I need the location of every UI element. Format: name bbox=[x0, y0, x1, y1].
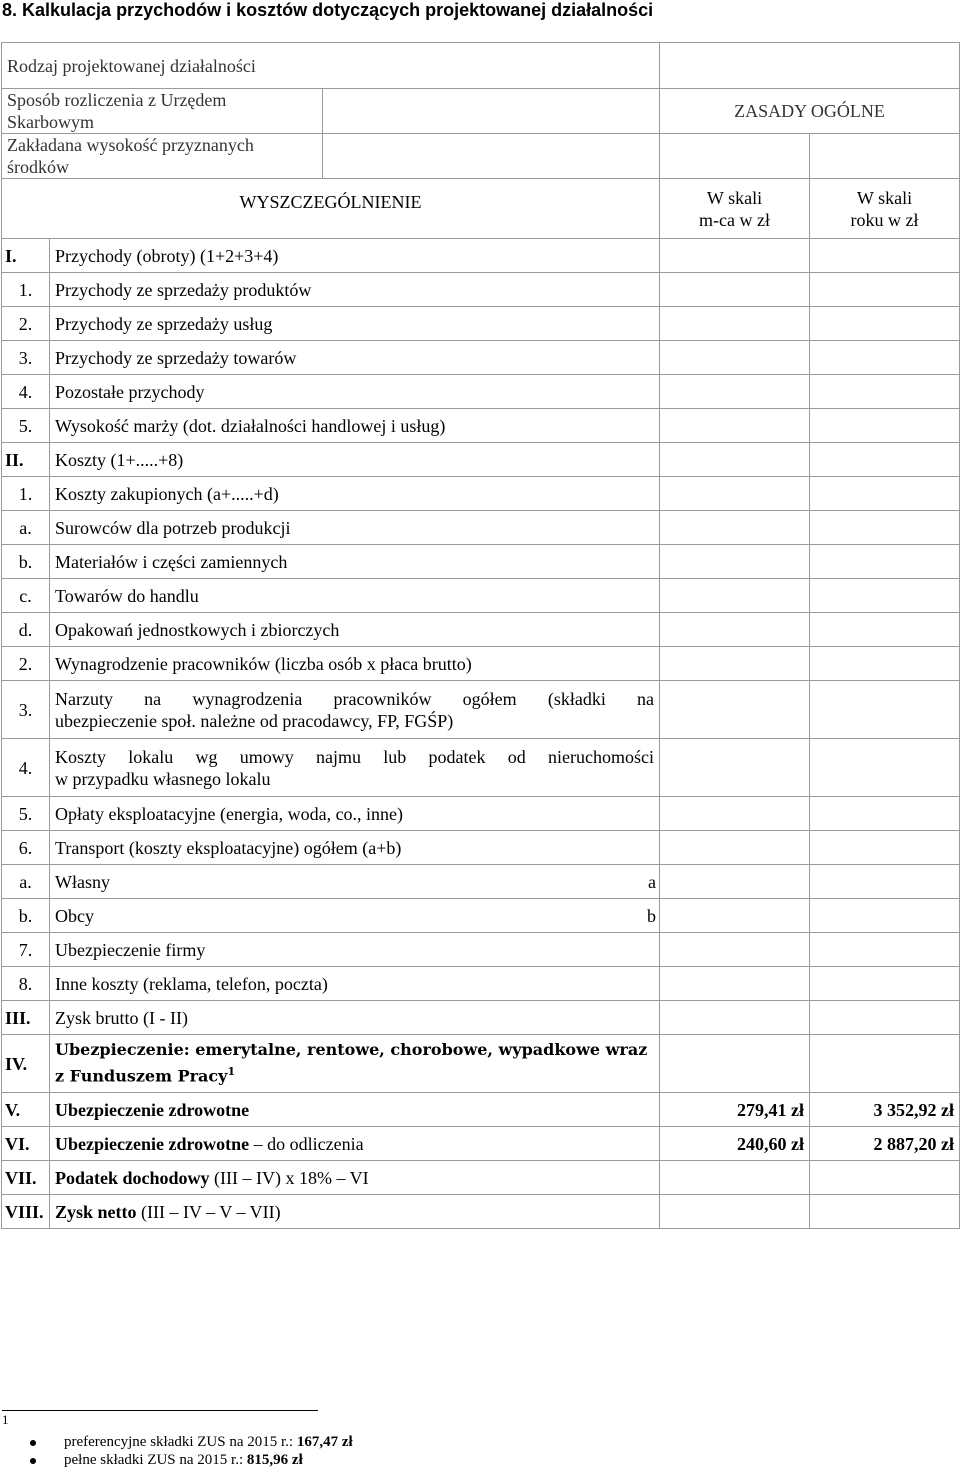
row-label bbox=[50, 1161, 660, 1195]
table-row bbox=[2, 1161, 960, 1195]
row-label bbox=[50, 899, 660, 933]
row-number: III. bbox=[2, 1001, 50, 1035]
row-month-value[interactable] bbox=[660, 341, 810, 375]
row-label: Towarów do handlu bbox=[50, 579, 660, 613]
row-month-value[interactable] bbox=[660, 443, 810, 477]
calculation-table bbox=[1, 42, 960, 1229]
row-month-value[interactable] bbox=[660, 1195, 810, 1229]
row-number: c. bbox=[2, 579, 50, 613]
row-month-value[interactable] bbox=[660, 831, 810, 865]
footnote-mark: 1 bbox=[2, 1412, 9, 1427]
row-month-value[interactable] bbox=[660, 865, 810, 899]
row-month-value[interactable] bbox=[660, 545, 810, 579]
row-label-line2 bbox=[55, 1061, 654, 1087]
row-month-value: 279,41 zł bbox=[660, 1093, 810, 1127]
row-year-value[interactable] bbox=[810, 1035, 960, 1093]
row-number: 2. bbox=[2, 307, 50, 341]
meta-row-activity bbox=[2, 43, 960, 89]
row-number: d. bbox=[2, 613, 50, 647]
table-row bbox=[2, 613, 960, 647]
row-month-value[interactable] bbox=[660, 797, 810, 831]
row-label bbox=[50, 681, 660, 739]
row-label-line2: ubezpieczenie społ. należne od pracodawcy, FP, FGŚP) bbox=[55, 710, 454, 731]
page-heading: 8. Kalkulacja przychodów i kosztów dotyczących projektowanej działalności bbox=[2, 0, 654, 20]
meta-tax-value[interactable] bbox=[323, 89, 660, 134]
row-label: Koszty (1+.....+8) bbox=[50, 443, 660, 477]
row-month-value[interactable] bbox=[660, 307, 810, 341]
row-label: Inne koszty (reklama, telefon, poczta) bbox=[50, 967, 660, 1001]
row-month-value[interactable] bbox=[660, 511, 810, 545]
table-row bbox=[2, 579, 960, 613]
table-row bbox=[2, 409, 960, 443]
table-row bbox=[2, 307, 960, 341]
table-row bbox=[2, 341, 960, 375]
row-number: b. bbox=[2, 899, 50, 933]
table-row bbox=[2, 375, 960, 409]
row-number: 3. bbox=[2, 681, 50, 739]
row-label-main: Własny bbox=[55, 871, 110, 892]
table-row bbox=[2, 831, 960, 865]
row-number: VII. bbox=[2, 1161, 50, 1195]
row-label bbox=[50, 865, 660, 899]
row-number: II. bbox=[2, 443, 50, 477]
row-number: VI. bbox=[2, 1127, 50, 1161]
row-number: 8. bbox=[2, 967, 50, 1001]
row-year-value[interactable] bbox=[810, 865, 960, 899]
table-row bbox=[2, 273, 960, 307]
row-month-value[interactable] bbox=[660, 1001, 810, 1035]
meta-tax-label: Sposób rozliczenia z Urzędem Skarbowym bbox=[2, 89, 323, 134]
col-year-header bbox=[810, 179, 960, 239]
col-year-line2: roku w zł bbox=[850, 209, 919, 230]
row-year-value[interactable] bbox=[810, 933, 960, 967]
row-month-value[interactable] bbox=[660, 477, 810, 511]
row-year-value[interactable] bbox=[810, 307, 960, 341]
table-row bbox=[2, 865, 960, 899]
row-label: Wynagrodzenie pracowników (liczba osób x płaca brutto) bbox=[50, 647, 660, 681]
table-row bbox=[2, 1195, 960, 1229]
row-label: Ubezpieczenie firmy bbox=[50, 933, 660, 967]
row-year-value[interactable] bbox=[810, 477, 960, 511]
row-number: 1. bbox=[2, 477, 50, 511]
row-label-main: Podatek dochodowy bbox=[55, 1167, 210, 1188]
row-month-value[interactable] bbox=[660, 899, 810, 933]
footnote-text: preferencyjne składki ZUS na 2015 r.: bbox=[64, 1434, 297, 1450]
row-label-main: Zysk netto bbox=[55, 1201, 137, 1222]
row-month-value[interactable] bbox=[660, 967, 810, 1001]
row-label-line1: Koszty lokalu wg umowy najmu lub podatek od nieruchomości bbox=[55, 746, 654, 767]
wyszczegolnienie-header: WYSZCZEGÓLNIENIE bbox=[2, 179, 660, 239]
row-label: Pozostałe przychody bbox=[50, 375, 660, 409]
row-label: Transport (koszty eksploatacyjne) ogółem (a+b) bbox=[50, 831, 660, 865]
row-month-value[interactable] bbox=[660, 1035, 810, 1093]
row-label: Opakowań jednostkowych i zbiorczych bbox=[50, 613, 660, 647]
row-label: Przychody ze sprzedaży produktów bbox=[50, 273, 660, 307]
row-year-value[interactable] bbox=[810, 273, 960, 307]
row-number: 4. bbox=[2, 375, 50, 409]
table-row bbox=[2, 797, 960, 831]
row-number: 1. bbox=[2, 273, 50, 307]
row-label-suffix: (III – IV – V – VII) bbox=[136, 1201, 281, 1222]
table-row bbox=[2, 443, 960, 477]
table-row bbox=[2, 239, 960, 273]
table-row bbox=[2, 681, 960, 739]
table-row bbox=[2, 933, 960, 967]
row-number: 3. bbox=[2, 341, 50, 375]
row-ab-marker: a bbox=[648, 871, 656, 892]
row-year-value[interactable] bbox=[810, 739, 960, 797]
col-month-line1: W skali bbox=[706, 187, 763, 208]
table-row bbox=[2, 967, 960, 1001]
row-number: IV. bbox=[2, 1035, 50, 1093]
row-label: Materiałów i części zamiennych bbox=[50, 545, 660, 579]
meta-funds-value[interactable] bbox=[323, 134, 660, 179]
row-label bbox=[50, 1195, 660, 1229]
footnote-value: 167,47 zł bbox=[296, 1434, 353, 1450]
row-label bbox=[50, 1127, 660, 1161]
meta-activity-label: Rodzaj projektowanej działalności bbox=[2, 43, 660, 89]
row-number: VIII. bbox=[2, 1195, 50, 1229]
footnote-text: pełne składki ZUS na 2015 r.: bbox=[64, 1452, 247, 1468]
footnote-item bbox=[30, 1434, 353, 1451]
table-row bbox=[2, 511, 960, 545]
row-year-value[interactable] bbox=[810, 239, 960, 273]
table-row bbox=[2, 739, 960, 797]
row-number: 7. bbox=[2, 933, 50, 967]
row-label bbox=[50, 1035, 660, 1093]
row-year-value: 3 352,92 zł bbox=[810, 1093, 960, 1127]
table-row bbox=[2, 1001, 960, 1035]
row-number: I. bbox=[2, 239, 50, 273]
row-number: 2. bbox=[2, 647, 50, 681]
row-month-value[interactable] bbox=[660, 647, 810, 681]
row-year-value[interactable] bbox=[810, 1161, 960, 1195]
meta-funds-month[interactable] bbox=[660, 134, 810, 179]
row-label bbox=[50, 739, 660, 797]
row-number: 6. bbox=[2, 831, 50, 865]
row-ab-marker: b bbox=[647, 905, 656, 926]
row-month-value: 240,60 zł bbox=[660, 1127, 810, 1161]
row-label-suffix: – do odliczenia bbox=[249, 1133, 364, 1154]
table-row bbox=[2, 1093, 960, 1127]
row-year-value[interactable] bbox=[810, 899, 960, 933]
row-label bbox=[50, 239, 660, 273]
table-row bbox=[2, 647, 960, 681]
row-number: a. bbox=[2, 511, 50, 545]
header-row bbox=[2, 179, 960, 239]
zasady-ogolne-header: ZASADY OGÓLNE bbox=[660, 89, 960, 134]
row-label-main: Przychody (obroty) bbox=[55, 245, 196, 266]
row-label-main: Obcy bbox=[55, 905, 94, 926]
bullet-icon bbox=[30, 1458, 36, 1464]
meta-activity-value[interactable] bbox=[660, 43, 960, 89]
row-label-line1: Ubezpieczenie: emerytalne, rentowe, chorobowe, wypadkowe wraz bbox=[55, 1040, 648, 1060]
row-label: Surowców dla potrzeb produkcji bbox=[50, 511, 660, 545]
footnote-value: 815,96 zł bbox=[246, 1452, 303, 1468]
row-year-value[interactable] bbox=[810, 409, 960, 443]
row-label-line1: Narzuty na wynagrodzenia pracowników ogółem (składki na bbox=[55, 688, 654, 709]
row-year-value[interactable] bbox=[810, 681, 960, 739]
footnote-item bbox=[30, 1452, 303, 1469]
col-month-line2: m-ca w zł bbox=[699, 209, 770, 230]
row-year-value: 2 887,20 zł bbox=[810, 1127, 960, 1161]
row-month-value[interactable] bbox=[660, 1161, 810, 1195]
row-year-value[interactable] bbox=[810, 545, 960, 579]
row-year-value[interactable] bbox=[810, 967, 960, 1001]
row-year-value[interactable] bbox=[810, 511, 960, 545]
row-year-value[interactable] bbox=[810, 1001, 960, 1035]
row-number: 5. bbox=[2, 797, 50, 831]
row-label-main: Ubezpieczenie zdrowotne bbox=[55, 1133, 250, 1154]
row-month-value[interactable] bbox=[660, 409, 810, 443]
row-year-value[interactable] bbox=[810, 797, 960, 831]
row-year-value[interactable] bbox=[810, 613, 960, 647]
meta-funds-label: Zakładana wysokość przyznanych środków bbox=[2, 134, 323, 179]
meta-funds-year[interactable] bbox=[810, 134, 960, 179]
row-label-line2-text: z Funduszem Pracy bbox=[55, 1066, 228, 1086]
col-year-line1: W skali bbox=[856, 187, 913, 208]
row-year-value[interactable] bbox=[810, 647, 960, 681]
row-month-value[interactable] bbox=[660, 933, 810, 967]
row-year-value[interactable] bbox=[810, 443, 960, 477]
row-number: b. bbox=[2, 545, 50, 579]
table-row bbox=[2, 1127, 960, 1161]
row-label: Zysk brutto (I - II) bbox=[50, 1001, 660, 1035]
row-label: Wysokość marży (dot. działalności handlowej i usług) bbox=[50, 409, 660, 443]
footnote-ref: 1 bbox=[227, 1065, 236, 1079]
row-year-value[interactable] bbox=[810, 579, 960, 613]
meta-row-tax bbox=[2, 89, 960, 134]
row-year-value[interactable] bbox=[810, 341, 960, 375]
row-label-line2: w przypadku własnego lokalu bbox=[55, 768, 271, 789]
row-label: Ubezpieczenie zdrowotne bbox=[50, 1093, 660, 1127]
table-row bbox=[2, 477, 960, 511]
bullet-icon bbox=[30, 1440, 36, 1446]
row-label: Koszty zakupionych (a+.....+d) bbox=[50, 477, 660, 511]
table-row bbox=[2, 899, 960, 933]
row-number: V. bbox=[2, 1093, 50, 1127]
row-number: 5. bbox=[2, 409, 50, 443]
table-row bbox=[2, 545, 960, 579]
row-month-value[interactable] bbox=[660, 273, 810, 307]
row-label-suffix: (1+2+3+4) bbox=[195, 245, 279, 266]
table-row bbox=[2, 1035, 960, 1093]
row-number: 4. bbox=[2, 739, 50, 797]
footnote-divider bbox=[2, 1410, 318, 1411]
row-month-value[interactable] bbox=[660, 613, 810, 647]
row-year-value[interactable] bbox=[810, 375, 960, 409]
row-label: Opłaty eksploatacyjne (energia, woda, co., inne) bbox=[50, 797, 660, 831]
row-month-value[interactable] bbox=[660, 239, 810, 273]
row-number: a. bbox=[2, 865, 50, 899]
col-month-header bbox=[660, 179, 810, 239]
row-year-value[interactable] bbox=[810, 1195, 960, 1229]
row-month-value[interactable] bbox=[660, 681, 810, 739]
row-month-value[interactable] bbox=[660, 579, 810, 613]
row-month-value[interactable] bbox=[660, 739, 810, 797]
row-label: Przychody ze sprzedaży usług bbox=[50, 307, 660, 341]
row-label: Przychody ze sprzedaży towarów bbox=[50, 341, 660, 375]
row-year-value[interactable] bbox=[810, 831, 960, 865]
row-label-suffix: (III – IV) x 18% – VI bbox=[209, 1167, 369, 1188]
row-month-value[interactable] bbox=[660, 375, 810, 409]
meta-row-funds bbox=[2, 134, 960, 179]
